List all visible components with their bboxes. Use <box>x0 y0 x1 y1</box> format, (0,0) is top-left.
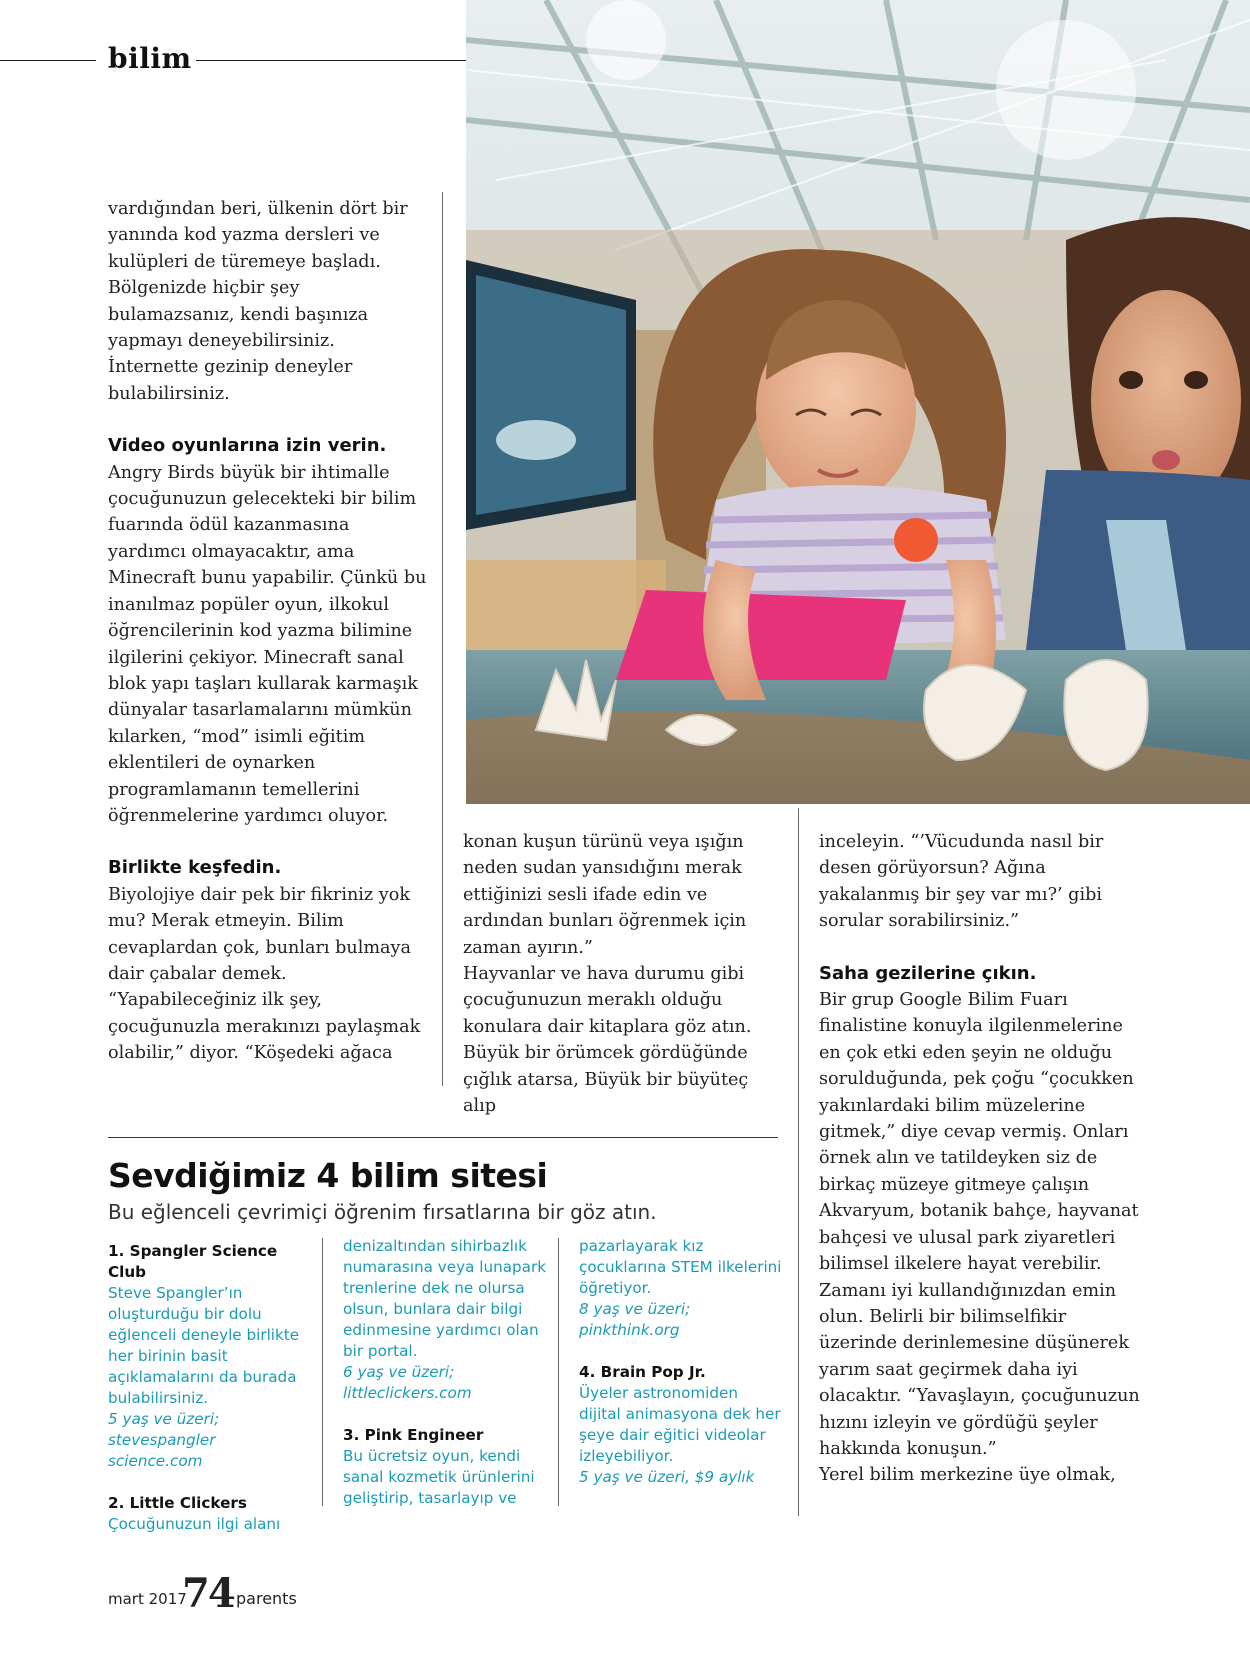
site-3-meta[interactable]: 8 yaş ve üzeri; pinkthink.org <box>579 1300 691 1339</box>
col1-body-explore: Biyolojiye dair pek bir fikriniz yok mu? Merak etmeyin. Bilim cevaplardan çok, bunları bulmaya dair çabalar demek. “Yapabileceğiniz ilk şey, çocuğunuzla merakınızı paylaşmak olabilir,” diyor. “Köşedeki ağaca <box>108 884 421 1064</box>
box-title: Sevdiğimiz 4 bilim sitesi <box>108 1156 548 1195</box>
column-divider-1 <box>442 192 443 1086</box>
column-1 <box>108 196 428 1067</box>
box-top-rule <box>108 1137 778 1138</box>
footer-month: mart 2017 <box>108 1590 187 1608</box>
site-2-meta[interactable]: 6 yaş ve üzeri; littleclickers.com <box>343 1363 472 1402</box>
column-3 <box>819 829 1144 1489</box>
site-column-1 <box>108 1241 308 1535</box>
site-3-name: 3. Pink Engineer <box>343 1426 484 1444</box>
site-4-meta[interactable]: 5 yaş ve üzeri, $9 aylık <box>579 1468 755 1486</box>
col3-heading-field-trips: Saha gezilerine çıkın. <box>819 962 1037 984</box>
col2-body-1: konan kuşun türünü veya ışığın neden sudan yansıdığını merak ettiğinizi sesli ifade edin ve ardından bunları öğrenmek için zaman ayırın.” <box>463 832 747 958</box>
site-divider-2 <box>558 1238 559 1506</box>
site-column-2 <box>343 1236 553 1509</box>
site-1-name: 1. Spangler Science Club <box>108 1242 278 1281</box>
col2-body-2: Hayvanlar ve hava durumu gibi çocuğunuzun meraklı olduğu konulara dair kitaplara göz atın. Büyük bir örümcek gördüğünde çığlık atarsa, Büyük bir büyüteç alıp <box>463 964 752 1117</box>
col1-heading-video-games: Video oyunlarına izin verin. <box>108 435 387 457</box>
footer-brand: parents <box>236 1589 297 1608</box>
site-2-desc-a: Çocuğunuzun ilgi alanı <box>108 1515 281 1533</box>
box-subtitle: Bu eğlenceli çevrimiçi öğrenim fırsatlarına bir göz atın. <box>108 1200 657 1224</box>
footer-page-number: 74 <box>182 1570 234 1617</box>
site-4-name: 4. Brain Pop Jr. <box>579 1363 706 1381</box>
col3-body-3: Yerel bilim merkezine üye olmak, <box>819 1465 1116 1486</box>
section-label: bilim <box>108 42 192 75</box>
site-3-desc-b: pazarlayarak kız çocuklarına STEM ilkelerini öğretiyor. <box>579 1237 782 1297</box>
column-divider-2 <box>798 808 799 1516</box>
site-2-name: 2. Little Clickers <box>108 1494 247 1512</box>
feature-photo <box>466 0 1250 804</box>
site-column-3 <box>579 1236 784 1488</box>
site-1-desc: Steve Spangler’ın oluşturduğu bir dolu eğlenceli deneyle birlikte her birinin basit açıklamalarını da burada bulabilirsiniz. <box>108 1284 300 1407</box>
header-rule-left <box>0 60 96 61</box>
site-4-desc: Üyeler astronomiden dijital animasyona dek her şeye dair eğitici videolar izleyebiliyor. <box>579 1384 781 1465</box>
col1-intro: vardığından beri, ülkenin dört bir yanında kod yazma dersleri ve kulüpleri de türemeye başladı. Bölgenizde hiçbir şey bulamazsanız, kendi başınıza yapmayı deneyebilirsiniz. İnternette gezinip deneyler bulabilirsiniz. <box>108 199 408 404</box>
col3-body-1: inceleyin. “’Vücudunda nasıl bir desen görüyorsun? Ağına yakalanmış bir şey var mı?’ gibi sorular sorabilirsiniz.” <box>819 832 1104 932</box>
column-2 <box>463 829 783 1119</box>
site-3-desc-a: Bu ücretsiz oyun, kendi sanal kozmetik ürünlerini geliştirip, tasarlayıp ve <box>343 1447 535 1507</box>
col3-body-2: Bir grup Google Bilim Fuarı finalistine konuyla ilgilenmelerine en çok etki eden şeyin ne olduğu sorulduğunda, pek çoğu “çocukken yakınlardaki bilim müzelerine gitmek,” diye cevap vermiş. Onları örnek alın ve tatildeyken siz de birkaç müzeye gitmeye çalışın Akvaryum, botanik bahçe, hayvanat bahçesi ve ulusal park ziyaretleri bilimsel ilkelere hayat verebilir. Zamanı iyi kullandığınızdan emin olun. Belirli bir bilimselfikir üzerinde derinlemesine düşünerek yarım saat geçirmek daha iyi olacaktır. “Yavaşlayın, çocuğunuzun hızını izleyin ve gördüğü şeyler hakkında konuşun.” <box>819 990 1140 1459</box>
header-rule-right <box>196 60 466 61</box>
site-divider-1 <box>322 1238 323 1506</box>
site-2-desc-b: denizaltından sihirbazlık numarasına veya lunapark trenlerine dek ne olursa olsun, bunlara dair bilgi edinmesine yardımcı olan bir portal. <box>343 1237 547 1360</box>
col1-body-video-games: Angry Birds büyük bir ihtimalle çocuğunuzun gelecekteki bir bilim fuarında ödül kazanmasına yardımcı olmayacaktır, ama Minecraft bunu yapabilir. Çünkü bu inanılmaz popüler oyun, ilkokul öğrencilerinin kod yazma bilimine ilgilerini çekiyor. Minecraft sanal blok yapı taşları kullarak karmaşık dünyalar tasarlamalarını mümkün kılarken, “mod” isimli eğitim eklentileri de oynarken programlamanın temellerini öğrenmelerine yardımcı oluyor. <box>108 462 427 826</box>
site-1-meta[interactable]: 5 yaş ve üzeri; stevespangler science.com <box>108 1410 220 1470</box>
col1-heading-explore: Birlikte keşfedin. <box>108 857 282 879</box>
